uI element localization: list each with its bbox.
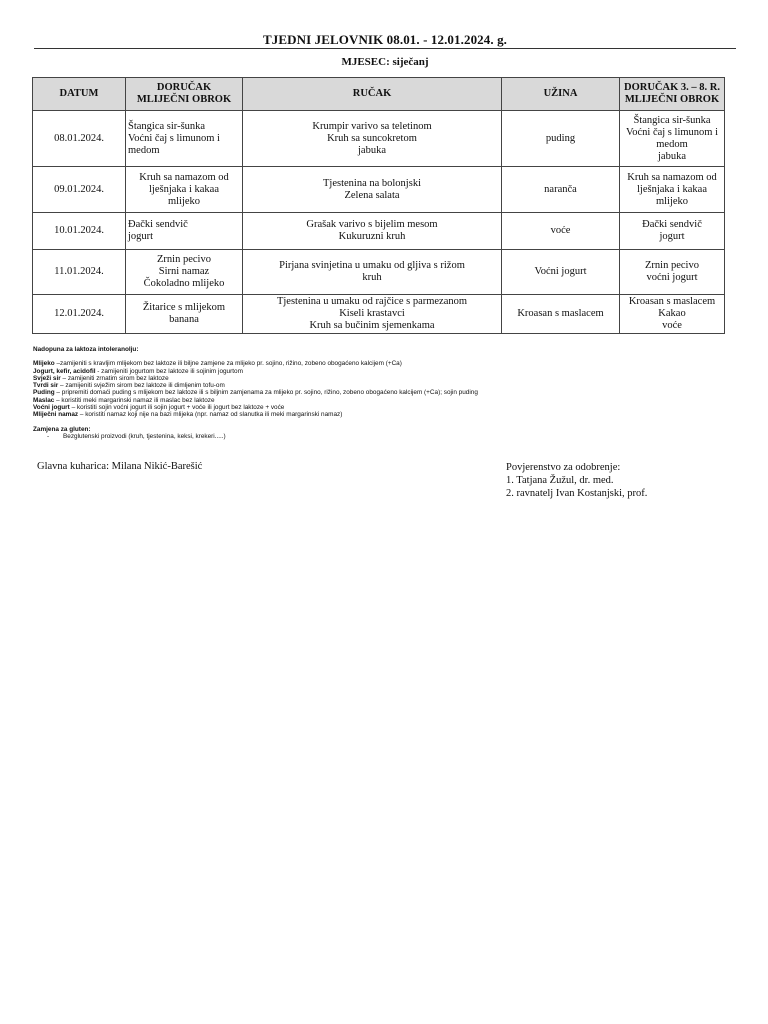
table-row	[33, 250, 725, 295]
cell-dorucak-3-8: Kruh sa namazom od lješnjaka i kakaa mlijeko	[620, 167, 725, 213]
approval-heading: Povjerenstvo za odobrenje:	[506, 462, 621, 473]
note-item: Tvrdi sir – zamijeniti svježim sirom bez laktoze ili dimljenim tofu-om	[33, 382, 225, 390]
cell-uzina: Kroasan s maslacem	[502, 295, 620, 334]
cell-rucak: Tjestenina na bolonjski Zelena salata	[243, 167, 502, 213]
note-item: Mliječni namaz – koristiti namaz koji nije na bazi mlijeka (npr. namaz od slanutka ili meki margarinski namaz)	[33, 411, 343, 419]
header-dorucak-3-8: DORUČAK 3. – 8. R. MLIJEČNI OBROK	[620, 78, 725, 111]
cell-dorucak: Kruh sa namazom od lješnjaka i kakaa mlijeko	[126, 167, 243, 213]
cell-dorucak: Zrnin pecivo Sirni namaz Čokoladno mlijeko	[126, 250, 243, 295]
weekly-menu-table	[32, 77, 725, 334]
cell-rucak: Krumpir varivo sa teletinom Kruh sa suncokretom jabuka	[243, 111, 502, 167]
cell-datum: 12.01.2024.	[33, 295, 126, 334]
month-label: MJESEC: siječanj	[341, 56, 429, 68]
lactose-heading: Nadopuna za laktoza intoleranolju:	[33, 346, 139, 353]
cell-dorucak-3-8: Kroasan s maslacem Kakao voće	[620, 295, 725, 334]
note-item: Maslac – koristiti meki margarinski namaz ili maslac bez laktoze	[33, 396, 215, 404]
cell-rucak: Tjestenina u umaku od rajčice s parmezanom Kiseli krastavci Kruh sa bučinim sjemenkama	[243, 295, 502, 334]
header-dorucak: DORUČAK MLIJEČNI OBROK	[126, 78, 243, 111]
title-divider	[34, 48, 736, 49]
cell-rucak: Pirjana svinjetina u umaku od gljiva s rižom kruh	[243, 250, 502, 295]
cell-datum: 08.01.2024.	[33, 111, 126, 167]
cell-dorucak-3-8: Zrnin pecivo voćni jogurt	[620, 250, 725, 295]
dietary-notes	[33, 346, 733, 440]
cell-datum: 10.01.2024.	[33, 213, 126, 250]
cell-datum: 11.01.2024.	[33, 250, 126, 295]
page-title: TJEDNI JELOVNIK 08.01. - 12.01.2024. g.	[262, 32, 508, 47]
note-item: Jogurt, kefir, acidofil - zamijeniti jogurtom bez laktoze ili sojinim jogurtom	[33, 367, 243, 375]
table-row	[33, 295, 725, 334]
cell-uzina: naranča	[502, 167, 620, 213]
approval-committee	[506, 461, 647, 500]
gluten-item: - Bezglutenski proizvodi (kruh, tjestenina, keksi, krekeri.....)	[33, 433, 733, 440]
cell-datum: 09.01.2024.	[33, 167, 126, 213]
table-header-row	[33, 78, 725, 111]
header-rucak: RUČAK	[243, 78, 502, 111]
cell-dorucak: Đački sendvič jogurt	[126, 213, 243, 250]
note-item: Puding – pripremiti domaći puding s mlijekom bez laktoze ili s biljnim zamjenama za mlijeko pr. sojino, rižino, zobeno obogaćeno kalcijem (+Ca); sojin puding	[33, 389, 478, 397]
table-row	[33, 111, 725, 167]
note-item: Voćni jogurt – koristiti sojin voćni jogurt ili sojin jogurt + voće ili jogurt bez laktoze + voće	[33, 404, 285, 412]
bullet-mark: -	[47, 432, 50, 440]
cell-uzina: voće	[502, 213, 620, 250]
header-datum: DATUM	[33, 78, 126, 111]
cell-rucak: Grašak varivo s bijelim mesom Kukuruzni kruh	[243, 213, 502, 250]
cell-dorucak-3-8: Štangica sir-šunka Voćni čaj s limunom i medom jabuka	[620, 111, 725, 167]
cell-uzina: Voćni jogurt	[502, 250, 620, 295]
header-uzina: UŽINA	[502, 78, 620, 111]
note-item: Mlijeko –zamijeniti s kravljim mlijekom bez laktoze ili biljne zamjene za mlijeko pr. sojino, rižino, zobeno obogaćeno kalcijem (+Ca)	[33, 360, 402, 368]
cell-dorucak: Štangica sir-šunka Voćni čaj s limunom i medom	[126, 111, 243, 167]
table-row	[33, 213, 725, 250]
table-row	[33, 167, 725, 213]
chef-signature: Glavna kuharica: Milana Nikić-Barešić	[37, 461, 203, 472]
approval-member: 2. ravnatelj Ivan Kostanjski, prof.	[506, 488, 648, 499]
note-item: Svježi sir – zamijeniti zrnatim sirom bez laktoze	[33, 374, 169, 382]
approval-member: 1. Tatjana Žužul, dr. med.	[506, 475, 614, 486]
cell-dorucak-3-8: Đački sendvič jogurt	[620, 213, 725, 250]
cell-uzina: puding	[502, 111, 620, 167]
gluten-heading: Zamjena za gluten:	[33, 425, 91, 433]
cell-dorucak: Žitarice s mlijekom banana	[126, 295, 243, 334]
